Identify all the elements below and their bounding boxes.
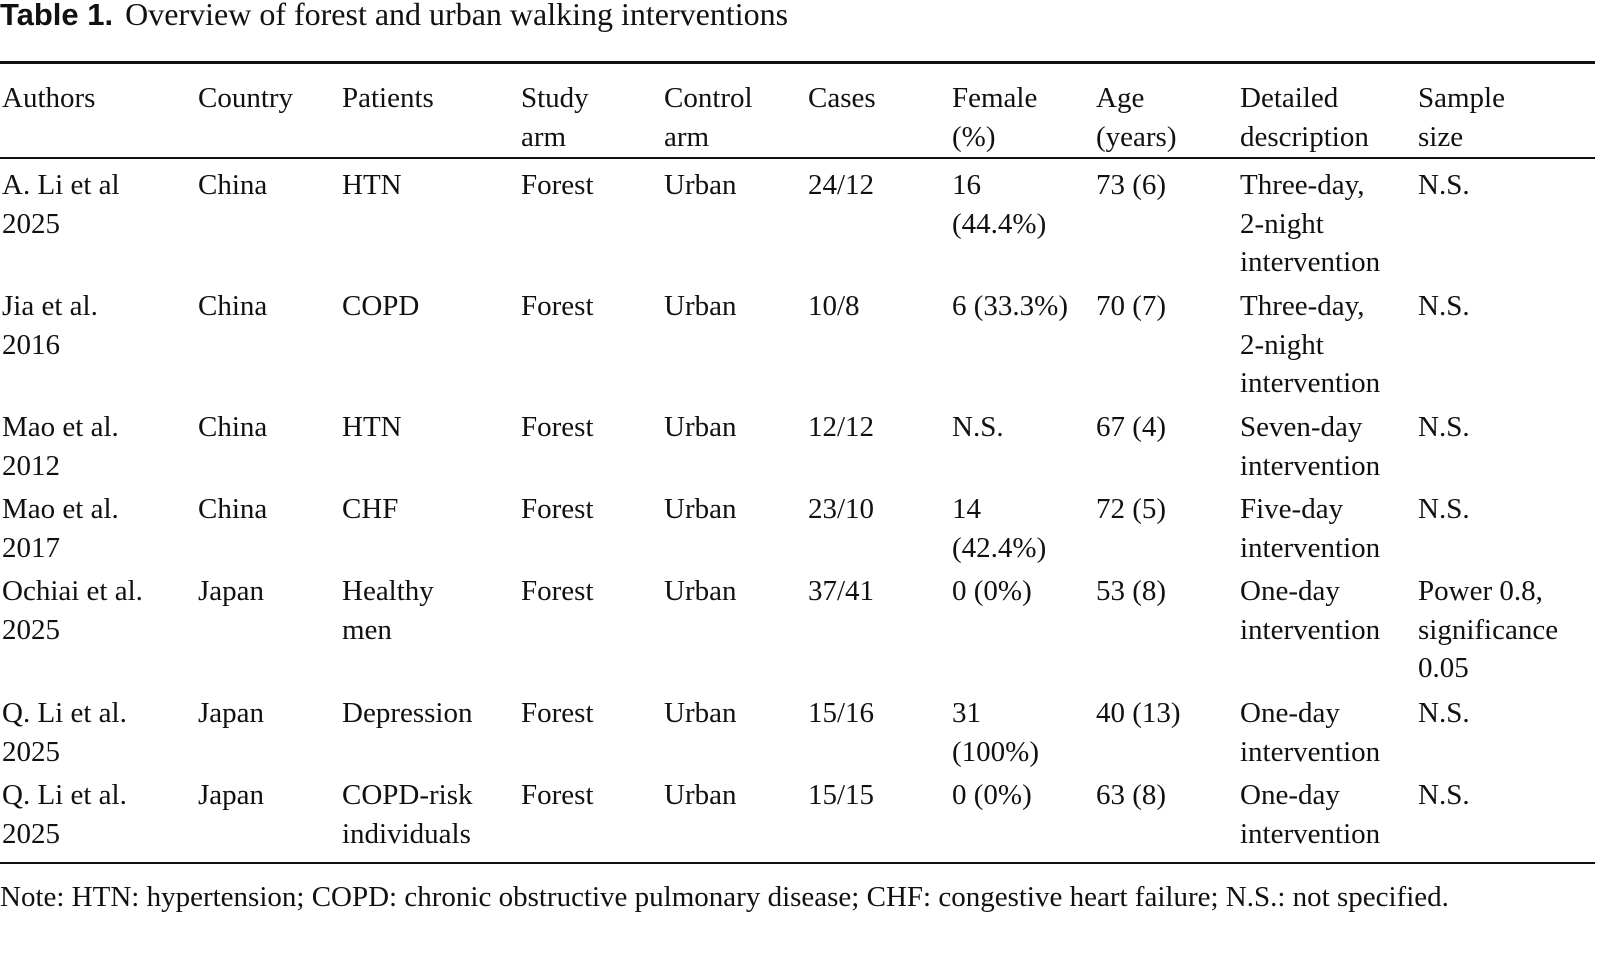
table-cell-country: China: [198, 169, 268, 201]
table-cell-patients: COPD: [342, 290, 420, 322]
table-cell-control-arm: Urban: [664, 169, 737, 201]
table-cell-description: Five-day intervention: [1240, 493, 1381, 564]
table-cell-study-arm: Forest: [521, 697, 594, 729]
table-caption: [0, 0, 788, 33]
table-cell-authors: Jia et al. 2016: [2, 290, 98, 361]
table-cell-sample-size: N.S.: [1418, 697, 1470, 729]
table-note: Note: HTN: hypertension; COPD: chronic obstructive pulmonary disease; CHF: congestive heart failure; N.S.: not specified.: [0, 881, 1449, 913]
table-cell-age: 67 (4): [1096, 411, 1167, 443]
column-header-female: Female (%): [952, 82, 1038, 153]
table-cell-age: 72 (5): [1096, 493, 1167, 525]
table-cell-description: One-day intervention: [1240, 575, 1381, 646]
column-header-control-arm: Control arm: [664, 82, 753, 153]
column-header-country: Country: [198, 82, 294, 114]
table-cell-country: China: [198, 290, 268, 322]
table-cell-authors: Q. Li et al. 2025: [2, 697, 127, 768]
table-cell-age: 53 (8): [1096, 575, 1167, 607]
table-cell-authors: Ochiai et al. 2025: [2, 575, 143, 646]
table-cell-female: 0 (0%): [952, 575, 1032, 607]
table-cell-description: Three-day, 2-night intervention: [1240, 290, 1381, 400]
table-cell-female: 0 (0%): [952, 779, 1032, 811]
table-cell-female: 6 (33.3%): [952, 290, 1068, 322]
table-cell-control-arm: Urban: [664, 697, 737, 729]
table-cell-patients: HTN: [342, 169, 402, 201]
table-cell-cases: 10/8: [808, 290, 860, 322]
table-cell-control-arm: Urban: [664, 575, 737, 607]
top-rule: [0, 61, 1595, 64]
table-cell-sample-size: N.S.: [1418, 411, 1470, 443]
table-cell-sample-size: N.S.: [1418, 493, 1470, 525]
table-cell-study-arm: Forest: [521, 411, 594, 443]
table-cell-sample-size: N.S.: [1418, 290, 1470, 322]
table-cell-female: 31 (100%): [952, 697, 1039, 768]
table-cell-patients: CHF: [342, 493, 399, 525]
header-rule: [0, 157, 1595, 159]
table-cell-patients: HTN: [342, 411, 402, 443]
table-cell-control-arm: Urban: [664, 493, 737, 525]
table-cell-study-arm: Forest: [521, 290, 594, 322]
table-cell-country: China: [198, 411, 268, 443]
table-cell-study-arm: Forest: [521, 575, 594, 607]
table-cell-country: Japan: [198, 575, 265, 607]
column-header-study-arm: Study arm: [521, 82, 589, 153]
table-cell-female: 14 (42.4%): [952, 493, 1047, 564]
table-cell-description: One-day intervention: [1240, 779, 1381, 850]
column-header-cases: Cases: [808, 82, 876, 114]
table-cell-sample-size: N.S.: [1418, 169, 1470, 201]
table-cell-patients: Depression: [342, 697, 473, 729]
table-cell-description: Three-day, 2-night intervention: [1240, 169, 1381, 279]
table-cell-authors: A. Li et al 2025: [2, 169, 120, 240]
table-cell-authors: Q. Li et al. 2025: [2, 779, 127, 850]
table-cell-control-arm: Urban: [664, 290, 737, 322]
table-cell-cases: 12/12: [808, 411, 875, 443]
table-cell-country: China: [198, 493, 268, 525]
table-cell-authors: Mao et al. 2012: [2, 411, 119, 482]
table-cell-control-arm: Urban: [664, 411, 737, 443]
table-cell-age: 73 (6): [1096, 169, 1167, 201]
column-header-patients: Patients: [342, 82, 434, 114]
table-cell-description: One-day intervention: [1240, 697, 1381, 768]
bottom-rule: [0, 862, 1595, 864]
table-cell-cases: 37/41: [808, 575, 875, 607]
table-cell-study-arm: Forest: [521, 779, 594, 811]
caption-text: Overview of forest and urban walking interventions: [125, 0, 789, 32]
table-cell-country: Japan: [198, 779, 265, 811]
table-cell-age: 63 (8): [1096, 779, 1167, 811]
table-cell-sample-size: N.S.: [1418, 779, 1470, 811]
table-cell-age: 70 (7): [1096, 290, 1167, 322]
table-cell-age: 40 (13): [1096, 697, 1181, 729]
table-cell-authors: Mao et al. 2017: [2, 493, 119, 564]
caption-label: Table 1.: [0, 0, 114, 32]
table-cell-control-arm: Urban: [664, 779, 737, 811]
table-cell-patients: COPD-risk individuals: [342, 779, 473, 850]
table-cell-cases: 15/16: [808, 697, 875, 729]
table-cell-study-arm: Forest: [521, 169, 594, 201]
table-cell-cases: 15/15: [808, 779, 875, 811]
column-header-description: Detailed description: [1240, 82, 1369, 153]
table-cell-cases: 24/12: [808, 169, 875, 201]
table-cell-patients: Healthy men: [342, 575, 434, 646]
table-cell-description: Seven-day intervention: [1240, 411, 1381, 482]
table-cell-study-arm: Forest: [521, 493, 594, 525]
table-cell-cases: 23/10: [808, 493, 875, 525]
column-header-authors: Authors: [2, 82, 96, 114]
column-header-age: Age (years): [1096, 82, 1177, 153]
table-cell-female: 16 (44.4%): [952, 169, 1047, 240]
column-header-sample-size: Sample size: [1418, 82, 1505, 153]
table-cell-female: N.S.: [952, 411, 1004, 443]
table-cell-sample-size: Power 0.8, significance 0.05: [1418, 575, 1559, 685]
table-cell-country: Japan: [198, 697, 265, 729]
